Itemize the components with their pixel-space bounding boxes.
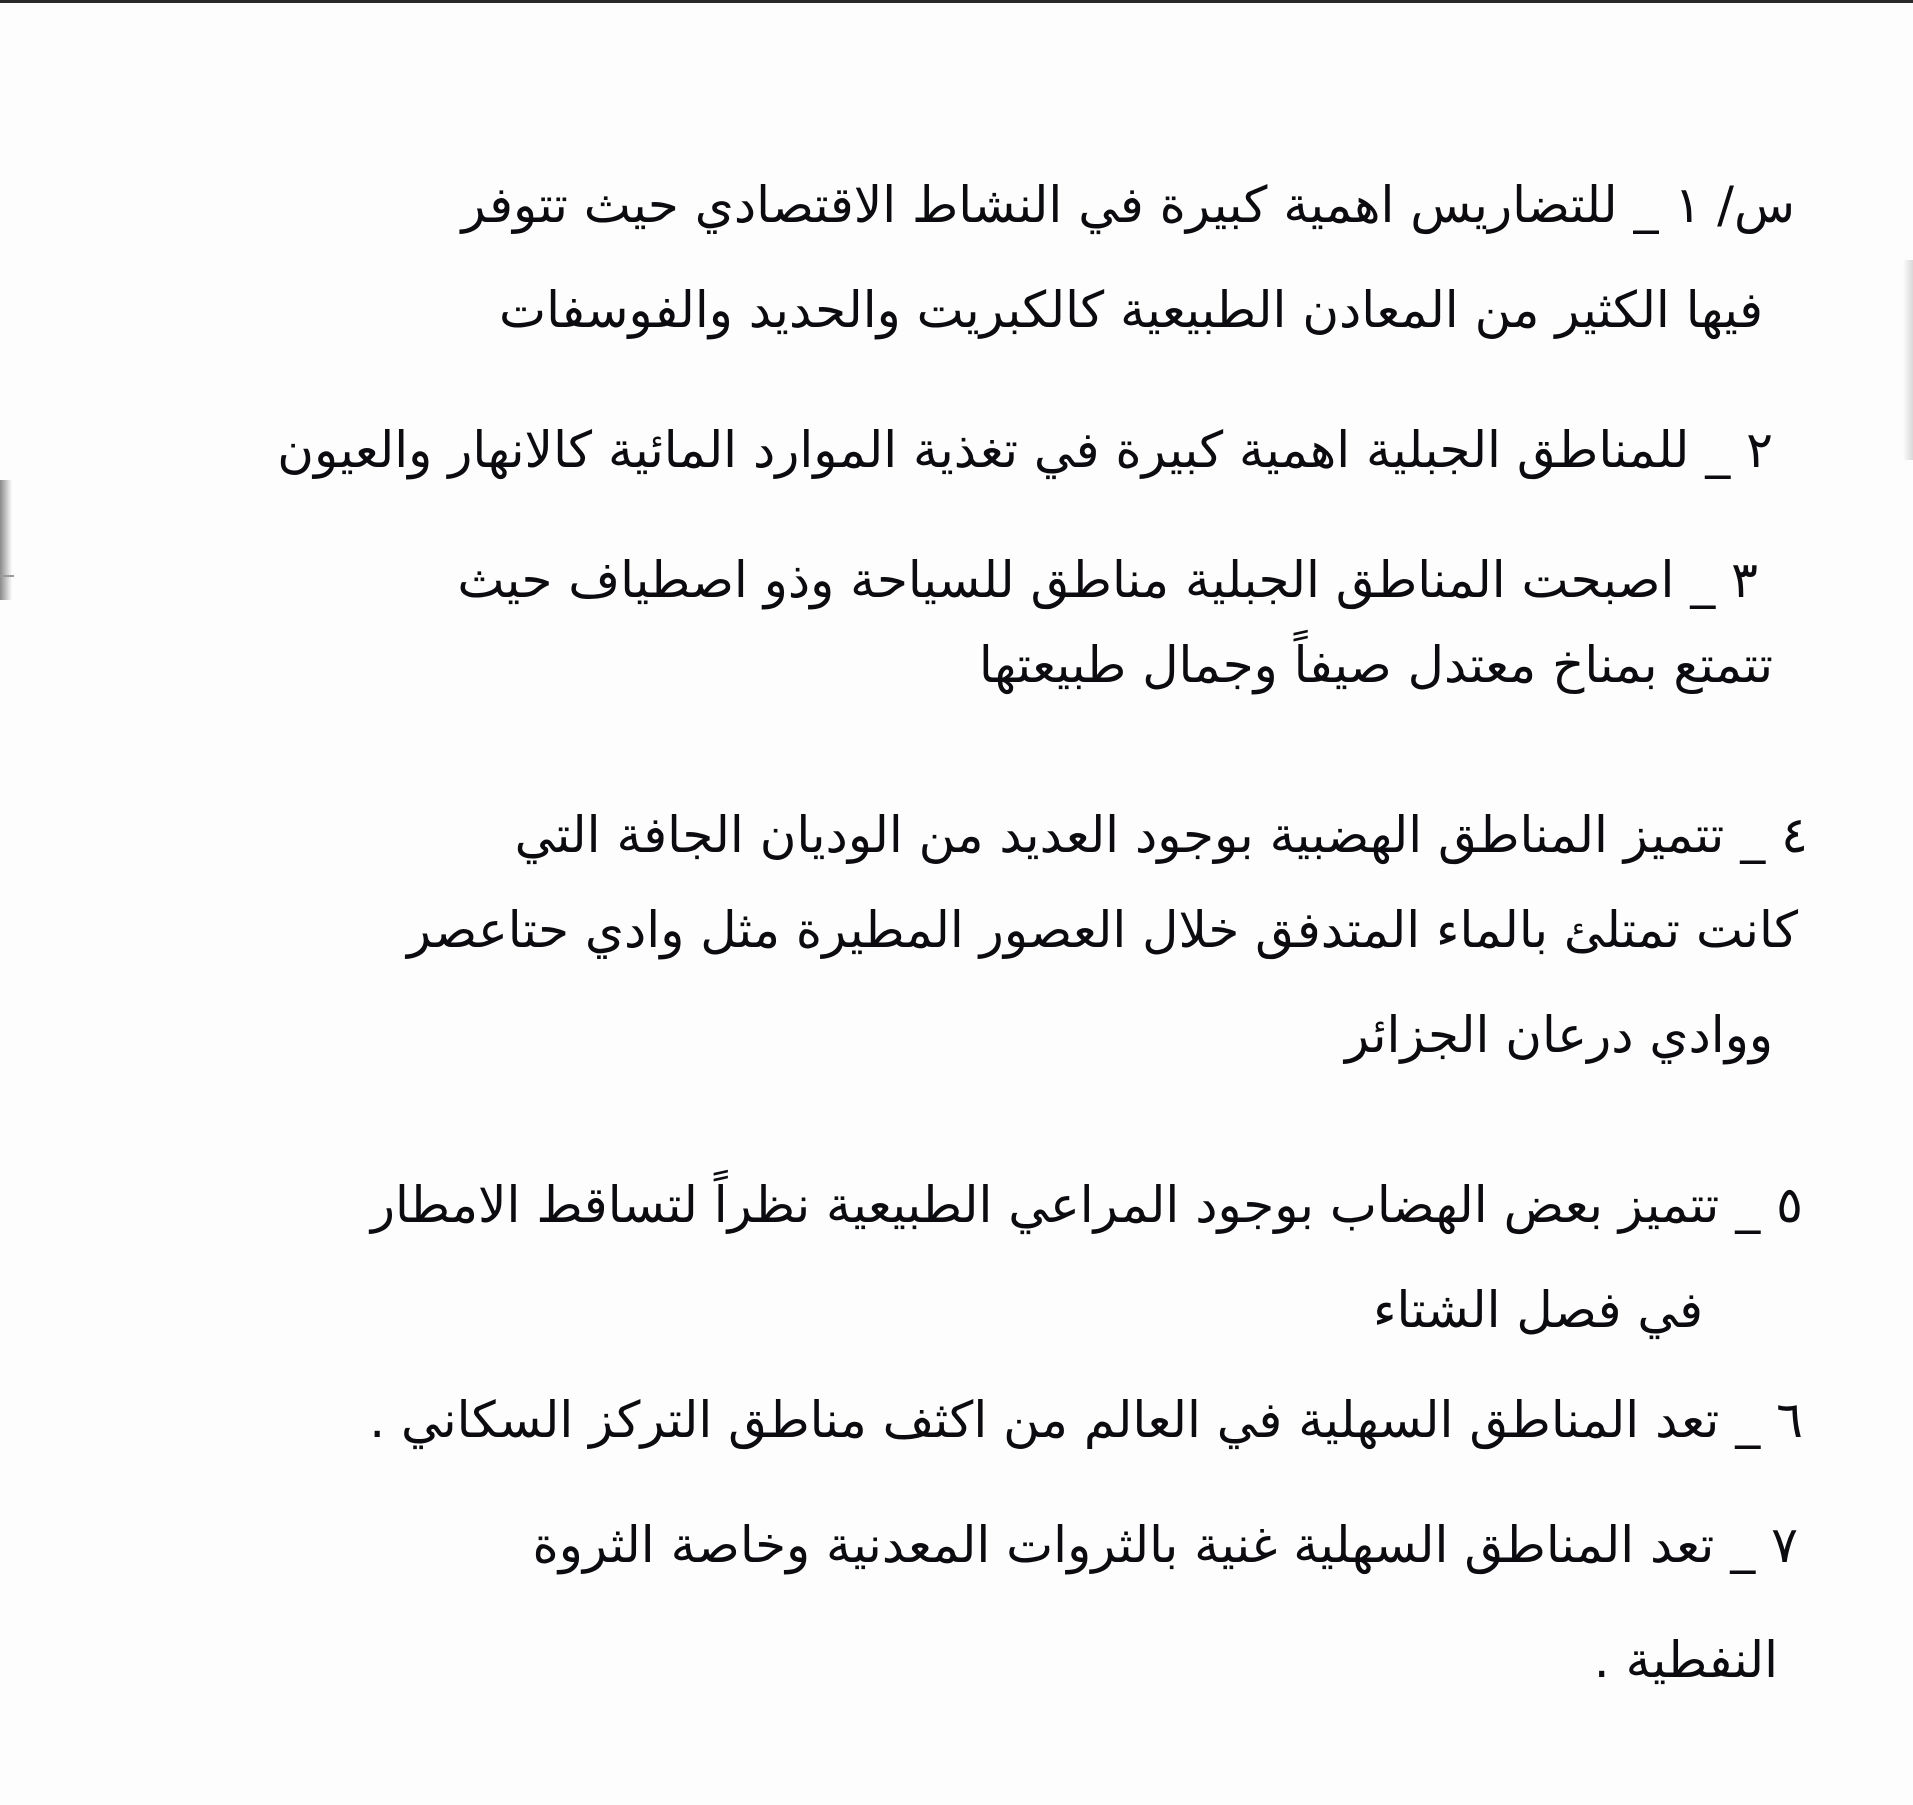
answer-7-line-1: ٧ _ تعد المناطق السهلية غنية بالثروات المعدنية وخاصة الثروة — [532, 1516, 1798, 1574]
paper-top-edge — [0, 0, 1913, 3]
answer-3-line-2: تتمتع بمناخ معتدل صيفاً وجمال طبيعتها — [978, 636, 1773, 694]
paper-right-edge — [1903, 260, 1913, 460]
answer-3-line-1: ٣ _ اصبحت المناطق الجبلية مناطق للسياحة وذو اصطياف حيث — [457, 551, 1758, 609]
answer-1-line-2: فيها الكثير من المعادن الطبيعية كالكبريت والحديد والفوسفات — [499, 281, 1763, 339]
answer-5-line-1: ٥ _ تتميز بعض الهضاب بوجود المراعي الطبيعية نظراً لتساقط الامطار — [370, 1176, 1803, 1234]
answer-7-line-2: النفطية . — [1593, 1631, 1778, 1689]
answer-4-line-2: كانت تمتلئ بالماء المتدفق خلال العصور المطيرة مثل وادي حتاعصر — [407, 901, 1798, 959]
answer-2-line-1: ٢ _ للمناطق الجبلية اهمية كبيرة في تغذية الموارد المائية كالانهار والعيون — [277, 421, 1773, 479]
answer-6-line-1: ٦ _ تعد المناطق السهلية في العالم من اكثف مناطق التركز السكاني . — [369, 1391, 1803, 1449]
answer-4-line-1: ٤ _ تتميز المناطق الهضبية بوجود العديد من الوديان الجافة التي — [514, 806, 1808, 864]
answer-4-line-3: ووادي درعان الجزائر — [1345, 1006, 1773, 1064]
answer-1-line-1: س/ ١ _ للتضاريس اهمية كبيرة في النشاط الاقتصادي حيث تتوفر — [461, 176, 1795, 234]
answer-5-line-2: في فصل الشتاء — [1372, 1281, 1703, 1339]
paper-left-line — [0, 575, 14, 577]
paper-left-shadow — [0, 480, 12, 600]
